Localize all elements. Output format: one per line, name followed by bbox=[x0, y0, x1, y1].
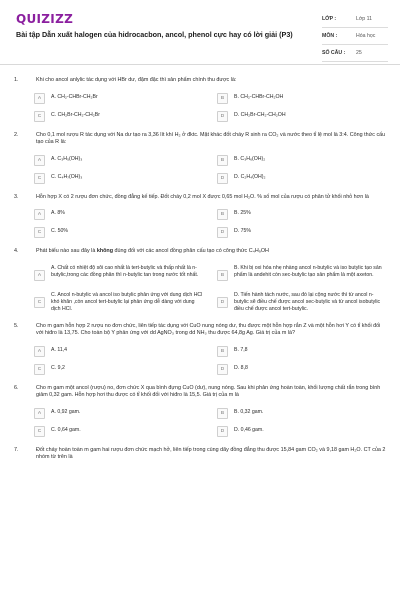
option-letter-box: C bbox=[34, 426, 45, 437]
question-item bbox=[12, 248, 388, 313]
question-item bbox=[12, 194, 388, 239]
option-letter-box: D bbox=[217, 426, 228, 437]
option-letter-box: D bbox=[217, 297, 228, 308]
option-list bbox=[34, 155, 388, 184]
option-b[interactable] bbox=[217, 408, 388, 419]
option-text: A. C₃H₅(OH)₃ bbox=[51, 155, 83, 162]
option-a[interactable] bbox=[34, 93, 205, 104]
option-d[interactable] bbox=[217, 227, 388, 238]
question-text bbox=[36, 248, 388, 256]
option-letter-box: C bbox=[34, 364, 45, 375]
option-a[interactable] bbox=[34, 264, 205, 284]
option-text: B. 25% bbox=[234, 210, 251, 216]
question-text-before: Phát biểu nào sau đây là bbox=[36, 248, 97, 254]
option-text: C. CH₂Br-CH₂-CH₂Br bbox=[51, 111, 100, 118]
option-text: D. 75% bbox=[234, 228, 252, 234]
question-number: 6. bbox=[14, 384, 19, 391]
option-list bbox=[34, 93, 388, 122]
question-number: 1. bbox=[14, 77, 19, 83]
option-b[interactable] bbox=[217, 209, 388, 220]
option-letter-box: A bbox=[34, 93, 45, 104]
option-letter-box: A bbox=[34, 408, 45, 419]
option-d[interactable] bbox=[217, 111, 388, 122]
option-letter-box: A bbox=[34, 209, 45, 220]
question-text: Hỗn hợp X có 2 rượu đơn chức, đồng đẳng kế tiếp. Đốt cháy 0,2 mol X được 0,65 mol H₂O. % số mol của rượu có phân tử khối nhỏ hơn là bbox=[36, 193, 369, 200]
question-text: Cho m gam một ancol (rượu) no, đơn chức X qua bình đựng CuO (dư), nung nóng. Sau khi phản ứng hoàn toàn, khối lượng chất rắn trong bình giảm 0,32 gam. Hỗn hợp hơi thu được có tỉ khối đối với hiđro là 15,5. Giá trị của m là bbox=[36, 384, 381, 398]
quizizz-logo: QUIZIZZ bbox=[16, 12, 74, 26]
option-text: D. 0,46 gam. bbox=[234, 426, 264, 433]
question-text-after: đúng đối với các ancol đồng phân cấu tạo có công thức C₄H₉OH bbox=[113, 248, 269, 254]
option-list bbox=[34, 408, 388, 437]
question-item bbox=[12, 447, 388, 462]
question-number: 5. bbox=[14, 322, 19, 329]
option-text: D. CH₂Br-CH₂-CH₂OH bbox=[234, 111, 286, 118]
question-item bbox=[12, 323, 388, 375]
option-list bbox=[34, 264, 388, 313]
question-text-emphasis: không bbox=[96, 248, 114, 254]
meta-row-class bbox=[322, 11, 388, 28]
option-letter-box: B bbox=[217, 155, 228, 166]
option-text: A. 0,92 gam. bbox=[51, 408, 81, 415]
question-number: 3. bbox=[14, 193, 19, 200]
option-letter-box: D bbox=[217, 364, 228, 375]
option-a[interactable] bbox=[34, 209, 205, 220]
option-c[interactable] bbox=[34, 364, 205, 375]
option-text: B. CH₂-CHBr-CH₂OH bbox=[234, 93, 284, 100]
option-letter-box: B bbox=[217, 209, 228, 220]
meta-value: Hóa học bbox=[356, 33, 376, 39]
meta-value: Lớp 11 bbox=[356, 16, 372, 22]
option-a[interactable] bbox=[34, 346, 205, 357]
option-text: C. 50% bbox=[51, 228, 69, 234]
option-letter-box: B bbox=[217, 408, 228, 419]
option-text: A. CH₂-CHBr-CH₂Br bbox=[51, 93, 98, 100]
option-text: B. C₃H₆(OH)₂ bbox=[234, 155, 266, 162]
question-text: Cho 0,1 mol rượu R tác dụng với Na dư tạo ra 3,36 lít khí H₂ ở đktc. Mặt khác đốt cháy R sinh ra CO₂ và nước theo tỉ lệ mol là 3:4. Công thức cấu tạo của R là: bbox=[36, 131, 386, 145]
meta-label: LỚP : bbox=[322, 16, 337, 22]
option-text: B. Khi bị oxi hóa nhẹ nhàng ancol n-butylic và iso butylic tạo sản phẩm là andehit còn sec-butylic tạo sản phẩm là một axeton. bbox=[234, 264, 382, 278]
option-c[interactable] bbox=[34, 227, 205, 238]
option-d[interactable] bbox=[217, 364, 388, 375]
option-text: D. C₂H₄(OH)₂ bbox=[234, 173, 266, 180]
option-b[interactable] bbox=[217, 264, 388, 284]
option-letter-box: D bbox=[217, 111, 228, 122]
document-header bbox=[0, 0, 400, 65]
option-letter-box: A bbox=[34, 270, 45, 281]
option-text: D. 8,8 bbox=[234, 364, 248, 371]
option-text: C. 9,2 bbox=[51, 364, 65, 371]
option-c[interactable] bbox=[34, 291, 205, 313]
question-item bbox=[12, 385, 388, 437]
meta-value: 25 bbox=[356, 50, 362, 56]
meta-label: SỐ CÂU : bbox=[322, 50, 346, 56]
option-letter-box: D bbox=[217, 227, 228, 238]
option-letter-box: C bbox=[34, 227, 45, 238]
option-letter-box: B bbox=[217, 93, 228, 104]
option-b[interactable] bbox=[217, 93, 388, 104]
option-letter-box: B bbox=[217, 346, 228, 357]
option-text: C. Ancol n-butylic và ancol iso butylic phản ứng với dung dịch HCl khó khăn ,còn ancol tert-butylic lại phản ứng dễ dàng với dung dịch HCl. bbox=[51, 291, 203, 312]
option-text: B. 0,32 gam. bbox=[234, 408, 264, 415]
option-b[interactable] bbox=[217, 346, 388, 357]
question-text: Khi cho ancol anlylic tác dụng với HBr dư, đặm đặc thì sản phẩm chính thu được là: bbox=[36, 77, 237, 83]
question-number: 7. bbox=[14, 446, 19, 453]
option-letter-box: C bbox=[34, 173, 45, 184]
option-c[interactable] bbox=[34, 173, 205, 184]
question-text: Đốt cháy hoàn toàn m gam hai rượu đơn chức mạch hở, liên tiếp trong cùng dãy đồng đẳng thu được 15,84 gam CO₂ và 9,18 gam H₂O. CT của 2 nhóm từ trên là bbox=[36, 446, 386, 460]
option-a[interactable] bbox=[34, 155, 205, 166]
option-letter-box: D bbox=[217, 173, 228, 184]
option-d[interactable] bbox=[217, 173, 388, 184]
option-c[interactable] bbox=[34, 426, 205, 437]
option-text: B. 7,8 bbox=[234, 346, 248, 353]
option-list bbox=[34, 346, 388, 375]
meta-row-count bbox=[322, 45, 388, 62]
option-a[interactable] bbox=[34, 408, 205, 419]
meta-table bbox=[322, 11, 388, 62]
option-text: A. 11,4 bbox=[51, 346, 68, 353]
option-text: C. 0,64 gam. bbox=[51, 426, 81, 433]
option-text: A. 8% bbox=[51, 210, 65, 216]
document-title: Bài tập Dẫn xuất halogen của hidrocacbon, ancol, phenol cực hay có lời giải (P3) bbox=[16, 30, 293, 39]
meta-row-subject bbox=[322, 28, 388, 45]
option-letter-box: C bbox=[34, 111, 45, 122]
question-item bbox=[12, 132, 388, 184]
option-text: C. C₄H₇(OH)₃ bbox=[51, 173, 83, 180]
option-letter-box: A bbox=[34, 346, 45, 357]
option-d[interactable] bbox=[217, 426, 388, 437]
question-text: Cho m gam hỗn hợp 2 rượu no đơn chức, liên tiếp tác dụng với CuO nung nóng dư, thu được một hỗn hợp rắn Z và một hỗn hơi Y có tỉ khối đối với hiđro là 13,75. Cho toàn bộ Y phản ứng với dd AgNO₃ trong dd NH₃ thu được 64,8g Ag. Giá trị của m là? bbox=[36, 322, 381, 336]
option-b[interactable] bbox=[217, 155, 388, 166]
option-text: A. Chất có nhiệt độ sôi cao nhất là tert-butylic và thấp nhất là n-butylic,trong các đồng phân thì n-butylic tan trong nước tốt nhất. bbox=[51, 264, 199, 278]
option-letter-box: A bbox=[34, 155, 45, 166]
option-c[interactable] bbox=[34, 111, 205, 122]
option-text: D. Tiến hành tách nước, sau đó lại cộng nước thì từ ancol n-butylic sẽ điều chế được ancol sec-butylic và từ ancol isobutylic điều chế được ancol tert-butylic. bbox=[234, 291, 381, 312]
option-letter-box: C bbox=[34, 297, 45, 308]
question-list bbox=[0, 65, 400, 462]
question-number: 2. bbox=[14, 131, 19, 138]
question-item bbox=[12, 77, 388, 122]
option-list bbox=[34, 209, 388, 238]
option-d[interactable] bbox=[217, 291, 388, 313]
question-number: 4. bbox=[14, 248, 19, 254]
option-letter-box: B bbox=[217, 270, 228, 281]
meta-label: MÔN : bbox=[322, 33, 338, 39]
